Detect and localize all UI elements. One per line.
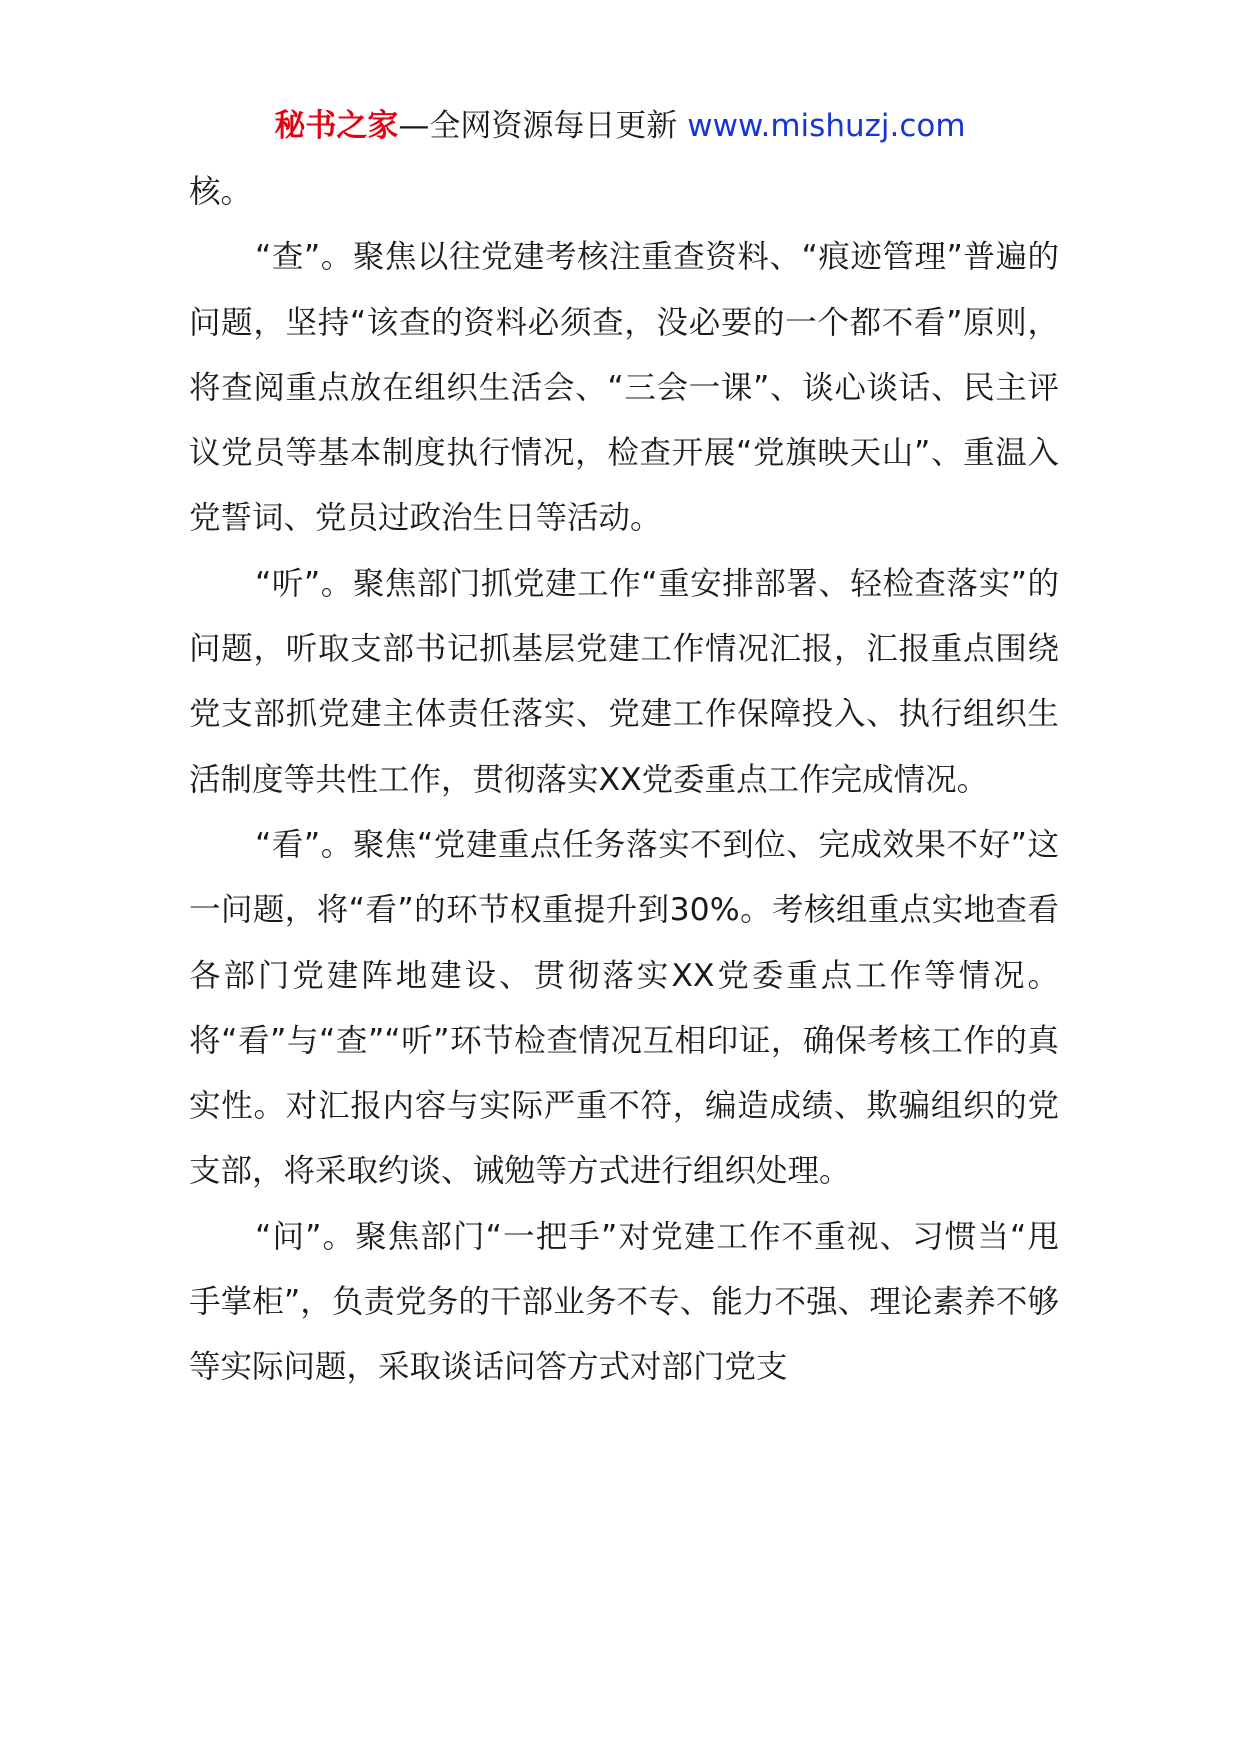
paragraph-listen: “听”。聚焦部门抓党建工作“重安排部署、轻检查落实”的问题，听取支部书记抓基层党建工作情况汇报，汇报重点围绕党支部抓党建主体责任落实、党建工作保障投入、执行组织生活制度等共性工作，贯彻落实XX党委重点工作完成情况。 <box>189 565 1059 798</box>
paragraph-ask: “问”。聚焦部门“一把手”对党建工作不重视、习惯当“甩手掌柜”，负责党务的干部业务不专、能力不强、理论素养不够等实际问题，采取谈话问答方式对部门党支 <box>189 1218 1059 1386</box>
site-brand: 秘书之家 <box>274 108 399 144</box>
paragraph-look: “看”。聚焦“党建重点任务落实不到位、完成效果不好”这一问题，将“看”的环节权重提升到30%。考核组重点实地查看各部门党建阵地建设、贯彻落实XX党委重点工作等情况。将“看”与“查”“听”环节检查情况互相印证，确保考核工作的真实性。对汇报内容与实际严重不符，编造成绩、欺骗组织的党支部，将采取约谈、诫勉等方式进行组织处理。 <box>189 826 1059 1190</box>
paragraph-check: “查”。聚焦以往党建考核注重查资料、“痕迹管理”普遍的问题，坚持“该查的资料必须查，没必要的一个都不看”原则，将查阅重点放在组织生活会、“三会一课”、谈心谈话、民主评议党员等基本制度执行情况，检查开展“党旗映天山”、重温入党誓词、党员过政治生日等活动。 <box>189 239 1059 537</box>
site-url-link[interactable]: www.mishuzj.com <box>687 108 966 144</box>
paragraph-continuation: 核。 <box>189 174 253 210</box>
site-tagline: —全网资源每日更新 <box>398 108 688 144</box>
site-header <box>0 104 1240 148</box>
document-body <box>189 160 1059 1401</box>
